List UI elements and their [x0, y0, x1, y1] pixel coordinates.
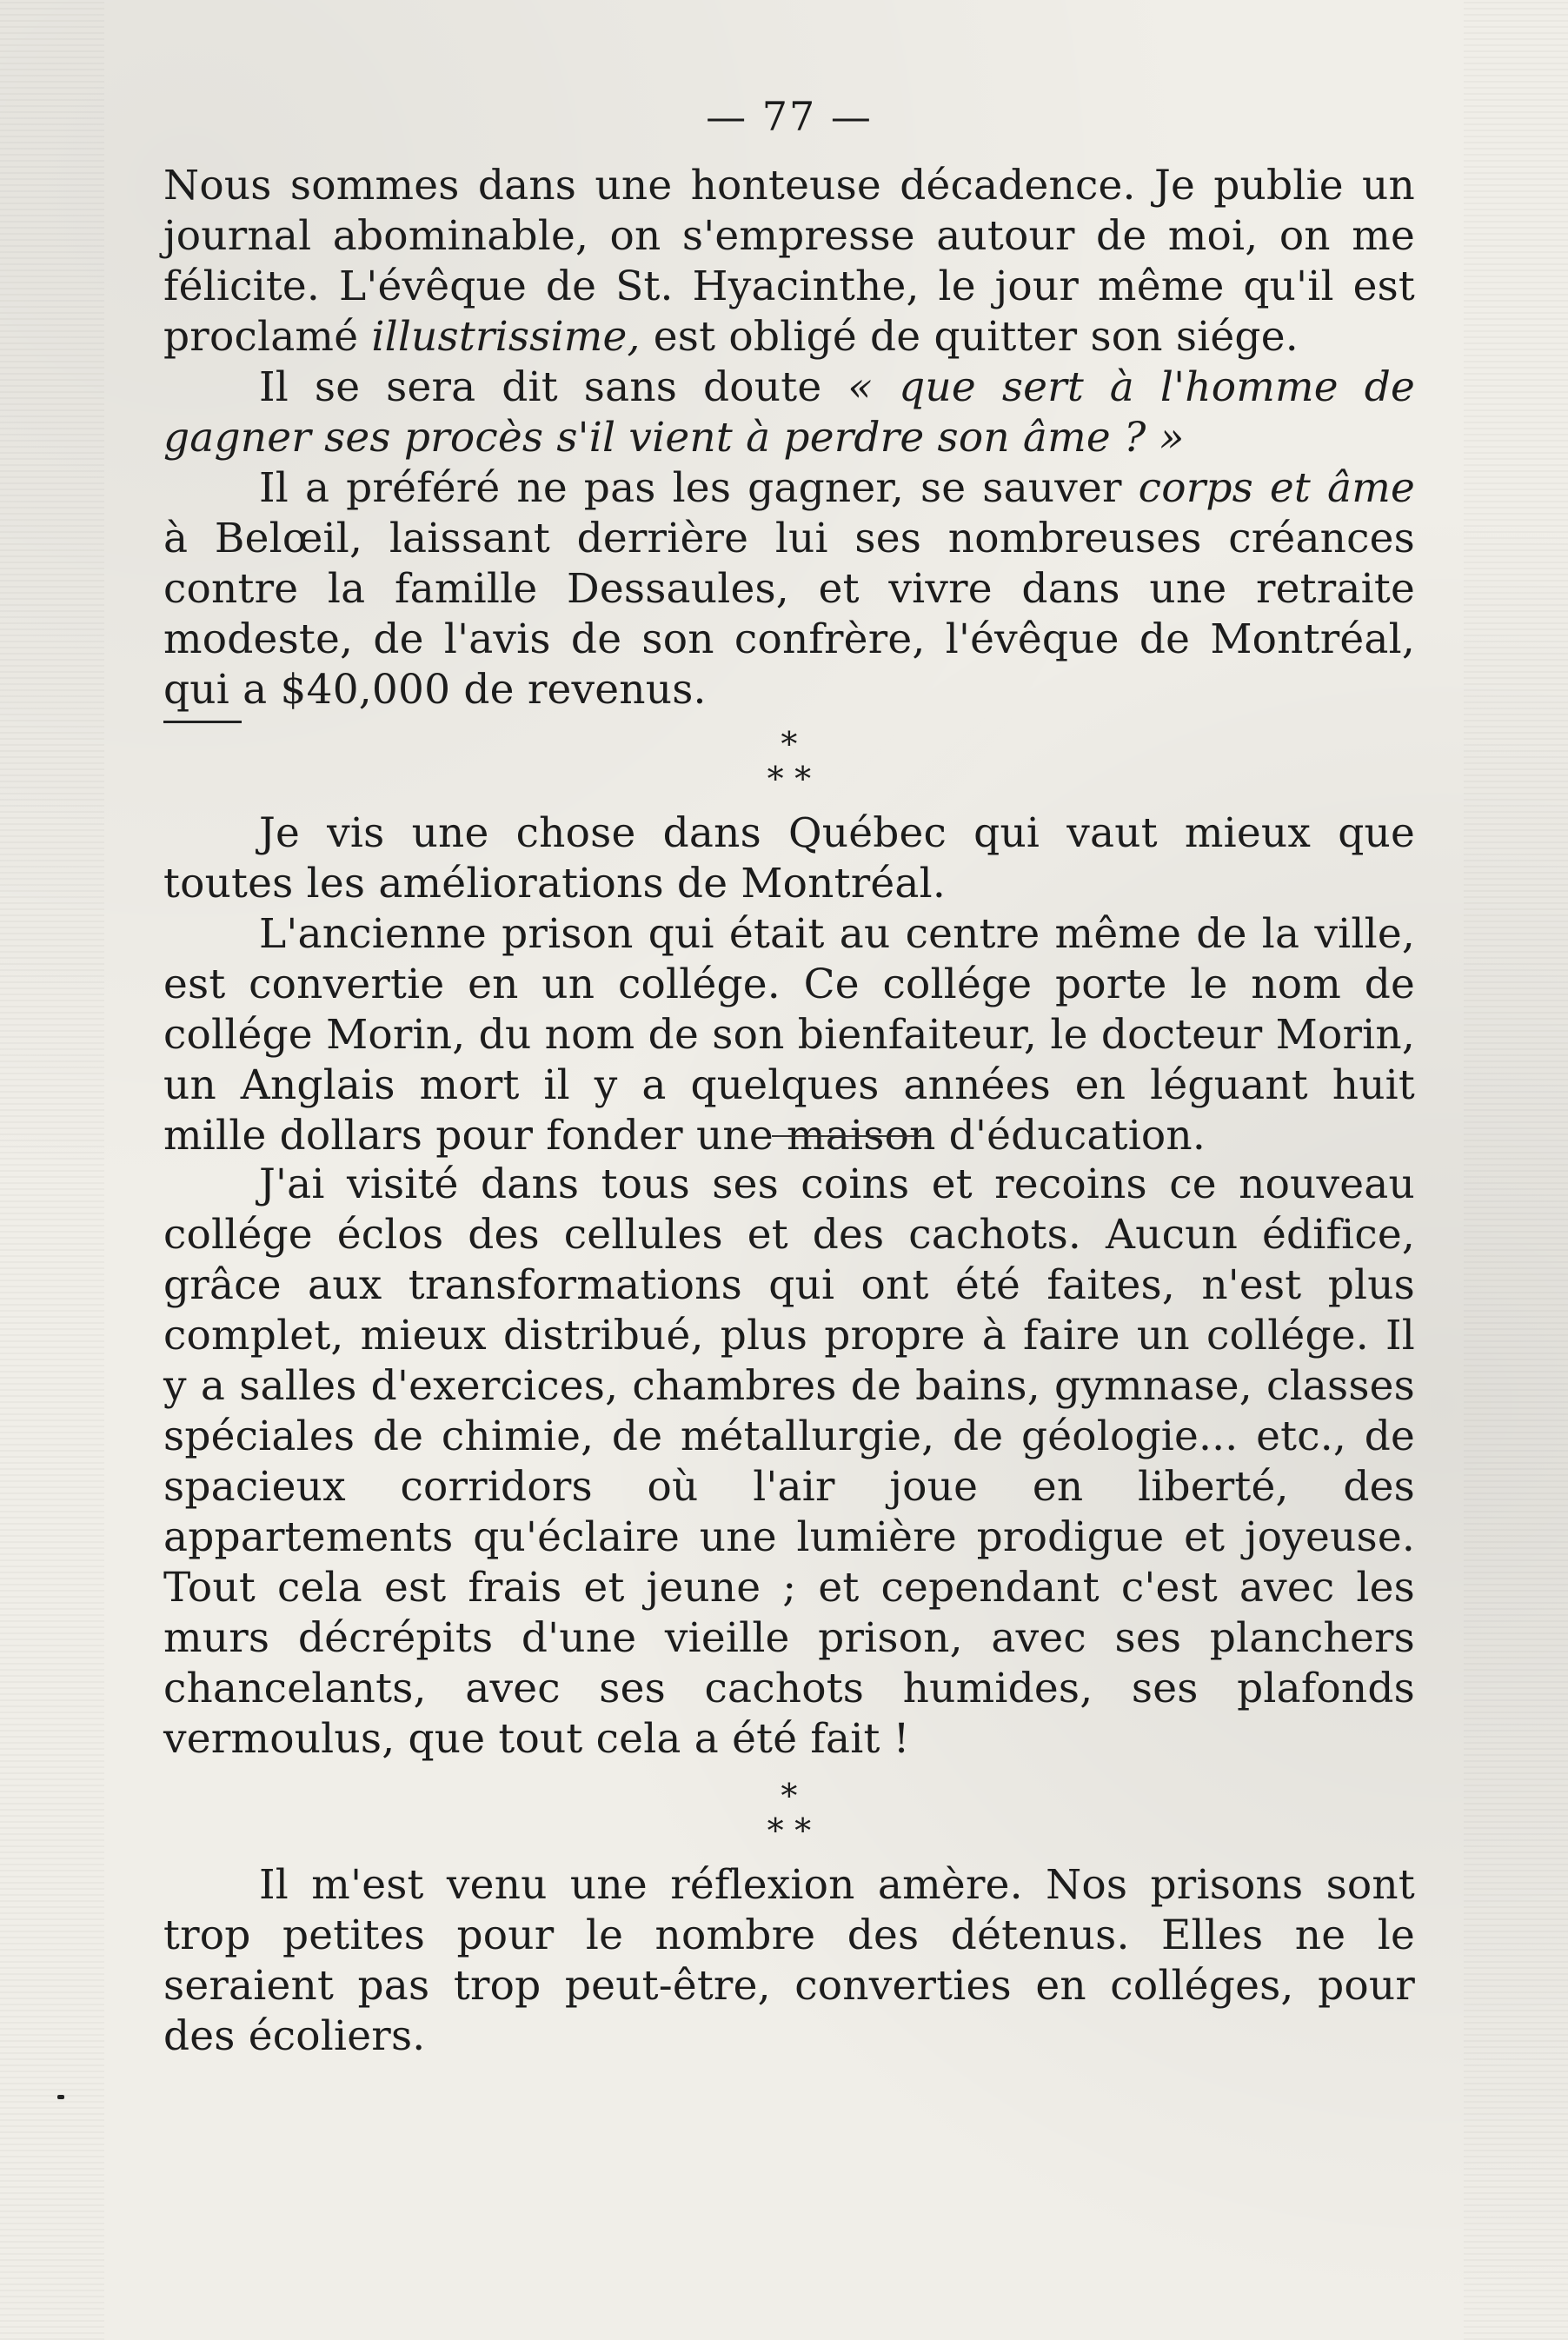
paragraph-6: J'ai visité dans tous ses coins et recoins ce nouveau collége éclos des cellules et des cachots. Aucun édifice, grâce aux transformations qui ont été faites, n'est plus complet, mieux distribué, plus propre à faire un collége. Il y a salles d'exercices, chambres de bains, gymnase, classes spéciales de chimie, de métallurgie, de géologie... etc., de spacieux corridors où l'air joue en liberté, des appartements qu'éclaire une lumière prodigue et joyeuse. Tout cela est frais et jeune ; et cependant c'est avec les murs décrépits d'une vieille prison, avec ses planchers chancelants, avec ses cachots humides, ses plafonds vermoulus, que tout cela a été fait !: [163, 1160, 1415, 1763]
paragraph-1-text: Nous sommes dans une honteuse décadence. Je publie un journal abominable, on s'empresse autour de moi, on me félicite. L'évêque de St. Hyacinthe, le jour même qu'il est proclamé: [163, 162, 1415, 361]
paragraph-4: Je vis une chose dans Québec qui vaut mieux que toutes les améliorations de Montréal.: [163, 809, 1415, 907]
paragraph-2-text: Il se sera dit sans doute: [259, 363, 848, 411]
paragraph-3-text-a: Il a préféré ne pas les gagner, se sauver: [259, 464, 1139, 512]
short-rule: [163, 721, 242, 723]
paragraph-5: L'ancienne prison qui était au centre même de la ville, est convertie en un collége. Ce collége porte le nom de collége Morin, du nom de son bienfaiteur, le docteur Morin, un Anglais mort il y a quelques années en léguant huit mille dollars pour fonder une maison d'éducation.: [163, 910, 1415, 1160]
paragraph-2-italic: « que sert à l'homme de gagner ses procès s'il vient à perdre son âme ? »: [163, 363, 1416, 462]
page-text: [163, 91, 1415, 2062]
paragraph-3-text-b: à Belœil, laissant derrière lui ses nombreuses créances contre la famille Dessaules, et vivre dans une retraite modeste, de l'avis de son confrère, l'évêque de Montréal, qui a $40,000 de revenus.: [163, 515, 1415, 714]
centered-rule: [772, 1135, 928, 1137]
paragraph-3: [163, 463, 1415, 715]
paragraph-1-italic: illustrissime,: [371, 313, 641, 361]
paragraph-2: [163, 362, 1415, 463]
paragraph-1: [163, 161, 1415, 362]
paragraph-7: Il m'est venu une réflexion amère. Nos prisons sont trop petites pour le nombre des détenus. Elles ne le seraient pas trop peut-être, converties en colléges, pour des écoliers.: [163, 1861, 1415, 2060]
section-separator-2: * * *: [767, 1777, 812, 1850]
section-separator-1: * * *: [767, 725, 812, 798]
ink-mark: [57, 2095, 64, 2099]
page-number: — 77 —: [706, 93, 873, 140]
scan-noise-right: [1464, 0, 1568, 2340]
scan-noise-left: [0, 0, 104, 2340]
paragraph-3-italic: corps et âme: [1138, 464, 1415, 512]
paragraph-1-end: est obligé de quitter son siége.: [640, 313, 1299, 361]
